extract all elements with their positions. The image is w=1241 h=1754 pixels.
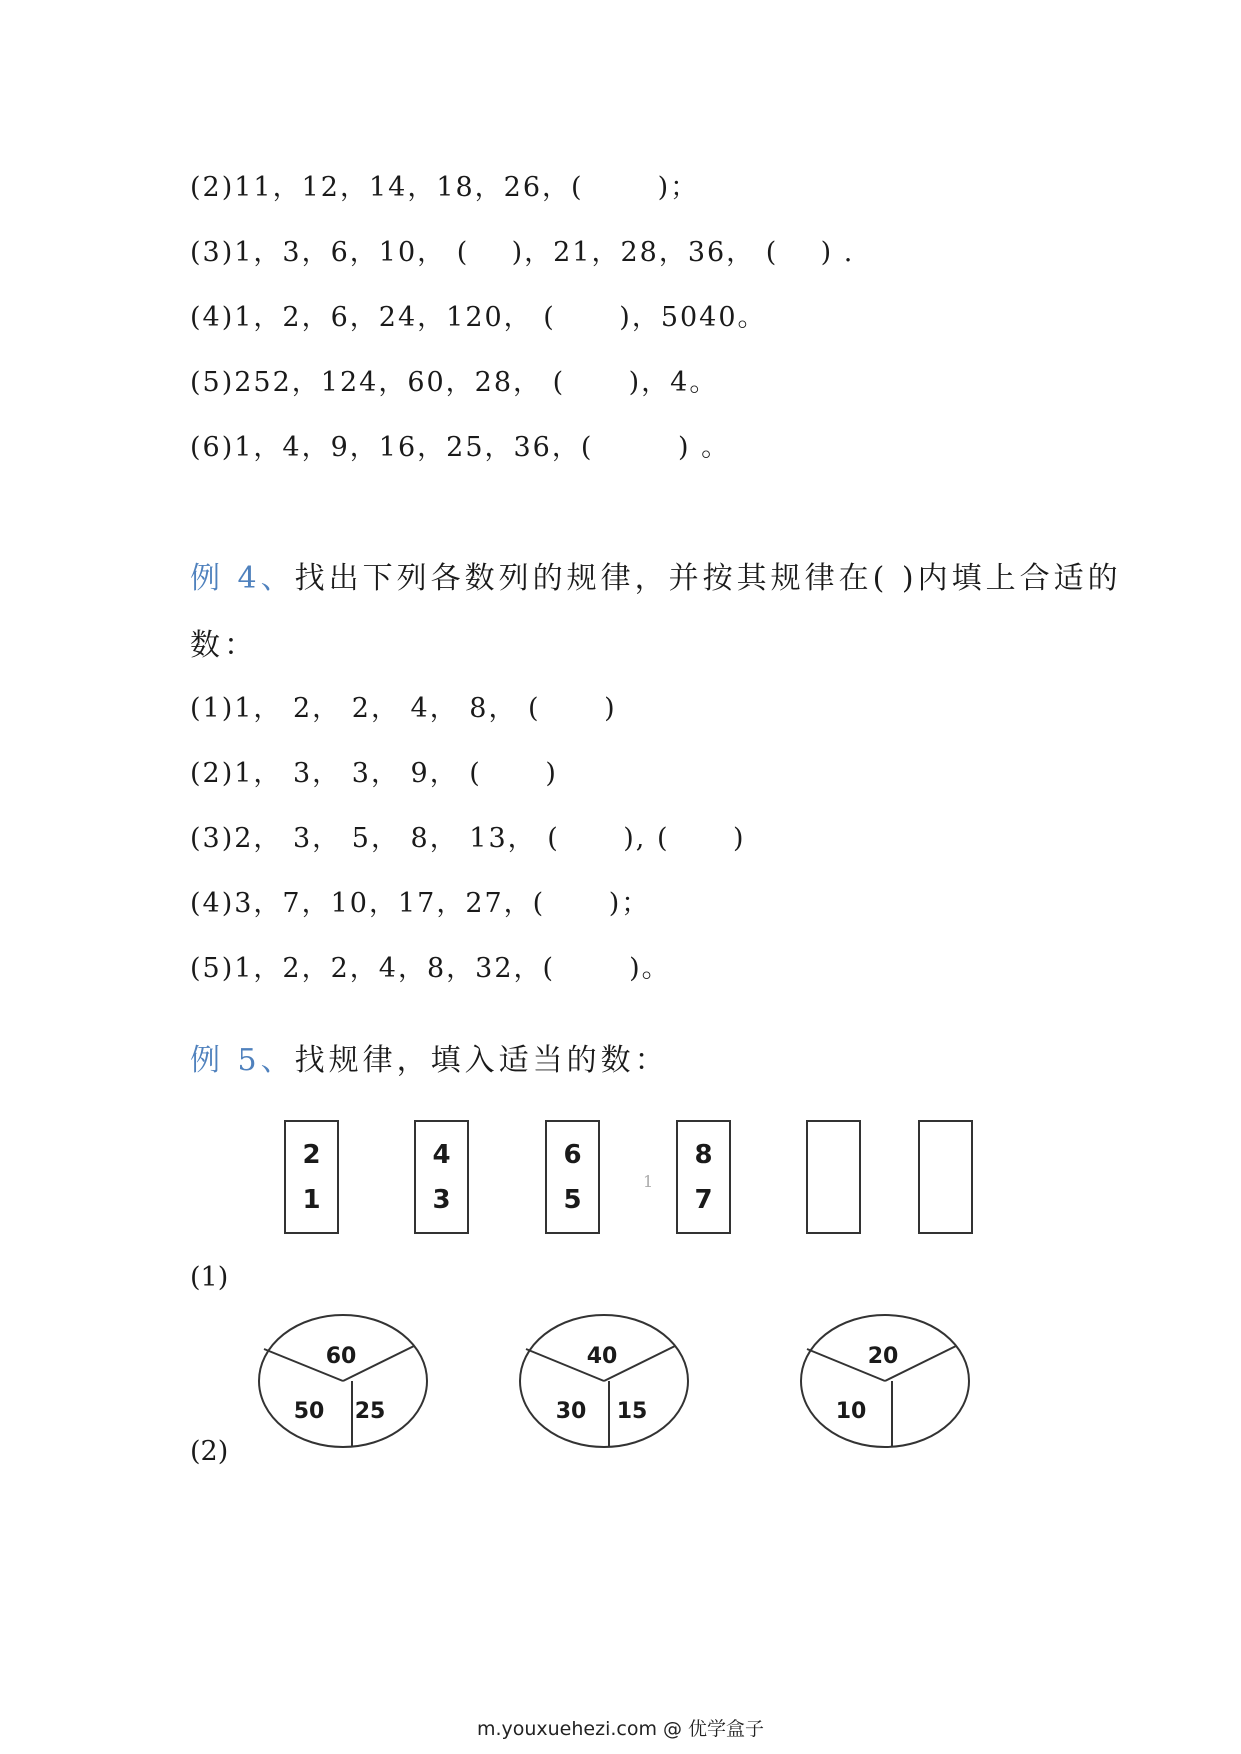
example-4-label: 例 4、 bbox=[190, 561, 295, 596]
circle-right-number: 15 bbox=[616, 1399, 648, 1424]
sequence-4: (4)1，2，6，24，120， ( )，5040。 bbox=[190, 302, 767, 333]
figure-2-label: (2) bbox=[190, 1436, 229, 1467]
example-5-text: 找规律，填入适当的数： bbox=[294, 1043, 669, 1078]
example-4-item-2: (2)1， 3， 3， 9， ( ) bbox=[190, 758, 558, 789]
circle-2 bbox=[520, 1315, 688, 1447]
example-4-text-cont: 数： bbox=[190, 628, 258, 663]
card-bottom-number: 3 bbox=[432, 1185, 451, 1215]
example-5-label: 例 5、 bbox=[190, 1043, 295, 1078]
sequence-5: (5)252，124，60，28， ( )，4。 bbox=[190, 367, 719, 398]
example-4-item-5: (5)1，2，2，4，8，32，( )。 bbox=[190, 953, 671, 984]
sequence-2: (2)11，12，14，18，26，( )； bbox=[190, 172, 700, 203]
example-4-text: 找出下列各数列的规律，并按其规律在( )内填上合适的 bbox=[294, 561, 1122, 596]
circle-top-number: 20 bbox=[867, 1344, 899, 1369]
footer-watermark[interactable]: m.youxuehezi.com @ 优学盒子 bbox=[476, 1718, 765, 1740]
card-top-number: 2 bbox=[302, 1140, 321, 1170]
card-bottom-number: 7 bbox=[694, 1185, 713, 1215]
circle-3 bbox=[801, 1315, 969, 1447]
sequence-3: (3)1，3，6，10， ( )，21，28，36， ( ) . bbox=[190, 237, 855, 268]
circle-top-number: 40 bbox=[586, 1344, 618, 1369]
card-top-number: 4 bbox=[432, 1140, 451, 1170]
example-4-item-1: (1)1， 2， 2， 4， 8， ( ) bbox=[190, 693, 617, 724]
circle-top-number: 60 bbox=[325, 1344, 357, 1369]
sequence-6: (6)1，4，9，16，25，36，( ) 。 bbox=[190, 432, 731, 463]
circle-right-number: 25 bbox=[354, 1399, 386, 1424]
example-4-item-4: (4)3，7，10，17，27，( )； bbox=[190, 888, 651, 919]
card-bottom-number: 1 bbox=[302, 1185, 321, 1215]
card-top-number: 8 bbox=[694, 1140, 713, 1170]
circle-left-number: 10 bbox=[835, 1399, 867, 1424]
figure-1-label: (1) bbox=[190, 1262, 229, 1293]
circle-left-number: 30 bbox=[555, 1399, 587, 1424]
card-bottom-number: 5 bbox=[563, 1185, 582, 1215]
card-top-number: 6 bbox=[563, 1140, 582, 1170]
stray-mark: 1 bbox=[643, 1172, 654, 1191]
circle-1 bbox=[259, 1315, 427, 1447]
circle-left-number: 50 bbox=[293, 1399, 325, 1424]
example-4-item-3: (3)2， 3， 5， 8， 13， ( ), ( ) bbox=[190, 823, 746, 854]
